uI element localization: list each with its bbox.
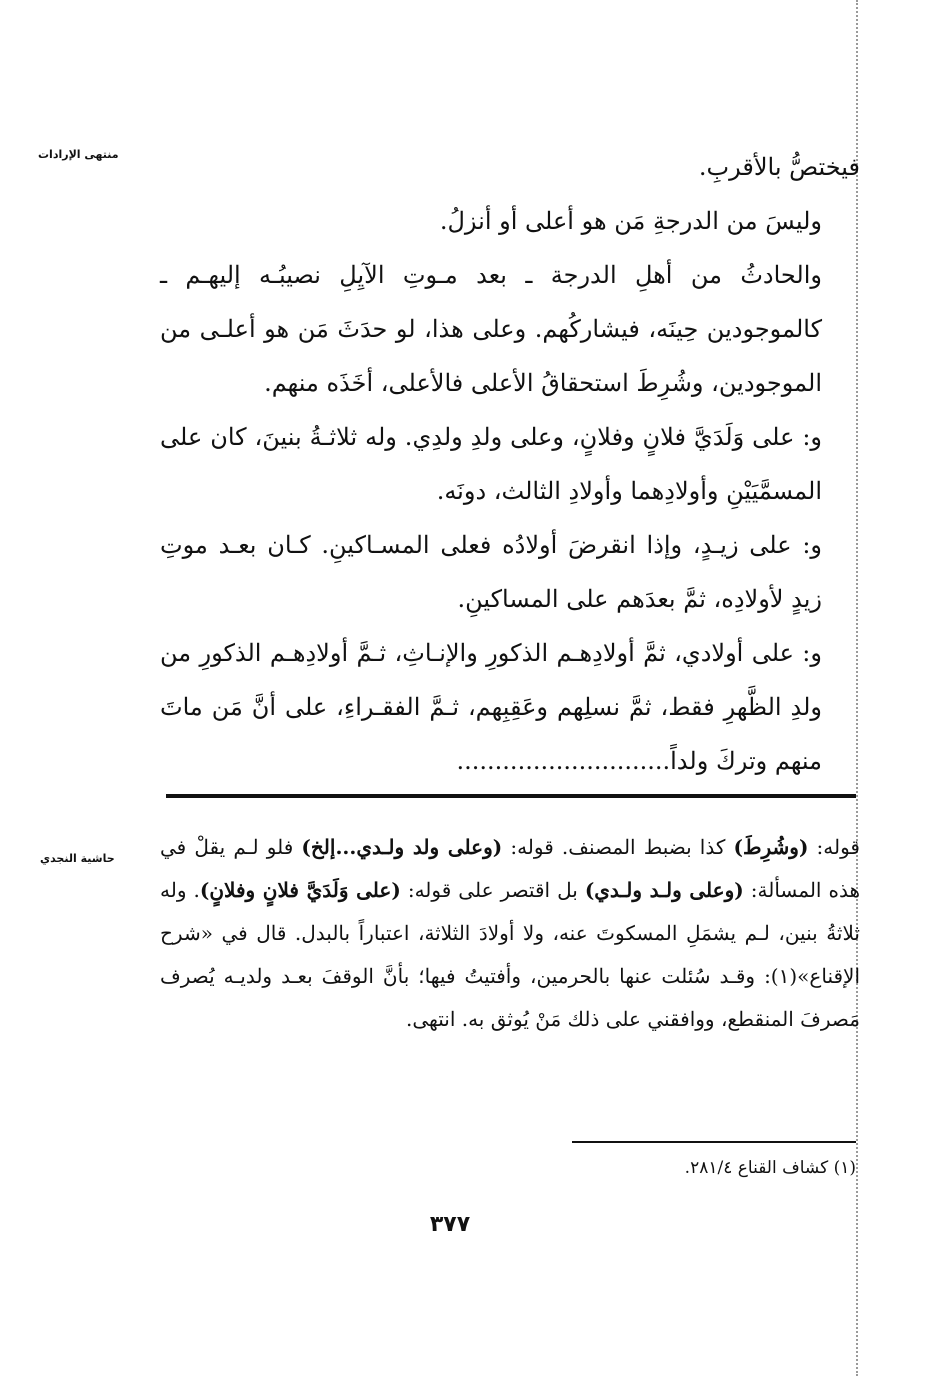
page-number: ٣٧٧ xyxy=(429,1212,471,1237)
main-text-block xyxy=(160,140,860,788)
continuation-dots: ............................ xyxy=(456,747,671,775)
commentary-quote: (وشُرِطَ) xyxy=(733,835,809,859)
commentary-text: فلو لـم يقلْ في هذه المسألة: xyxy=(160,835,861,902)
section-divider-rule xyxy=(166,794,856,798)
commentary-text: بل اقتصر على قوله: xyxy=(400,878,585,902)
commentary-text-block xyxy=(160,826,860,1041)
main-paragraph: و: على زيـدٍ، وإذا انقرضَ أولادُه فعلى المسـاكينِ. كـان بعـد موتِ زيدٍ لأولادِه، ثمَّ بعدَهم على المساكينِ. xyxy=(160,531,822,613)
footnote-rule xyxy=(572,1141,856,1143)
main-paragraph: والحادثُ من أهلِ الدرجة ـ بعد مـوتِ الآيِلِ نصيبُـه إليهـم ـ كالموجودين حِينَه، فيشاركُهم. وعلى هذا، لو حدَثَ مَن هو أعلـى من الموجودين، وشُرِطَ استحقاقُ الأعلى فالأعلى، أخَذَه منهم. xyxy=(160,261,822,397)
reference-footnote: (١) كشاف القناع ٢٨١/٤. xyxy=(684,1158,856,1178)
main-paragraph-text: و: على أولادي، ثمَّ أولادِهـم الذكورِ والإنـاثِ، ثـمَّ أولادِهـم الذكورِ من ولدِ الظَّهرِ فقط، ثمَّ نسلِهم وعَقِبِهم، ثـمَّ الفقـراءِ، على أنَّ مَن ماتَ منهم وتركَ ولداً xyxy=(160,639,822,775)
main-paragraph-last xyxy=(160,626,860,788)
commentary-quote: (على وَلَدَيَّ فلانٍ وفلانٍ) xyxy=(199,878,401,902)
main-paragraph: و: على وَلَدَيَّ فلانٍ وفلانٍ، وعلى ولدِ ولدِي. وله ثلاثـةُ بنينَ، كان على المسمَّيَيْنِ وأولادِهما وأولادِ الثالث، دونَه. xyxy=(160,423,822,505)
commentary-quote: (وعلى ولد ولـدي...إلخ) xyxy=(301,835,503,859)
commentary-quote: (وعلى ولـد ولـدي) xyxy=(584,878,744,902)
margin-note-commentary: حاشية النجدي xyxy=(40,852,115,865)
commentary-text: كذا بضبط المصنف. قوله: xyxy=(502,835,734,859)
main-paragraph: فيختصُّ بالأقربِ. xyxy=(698,153,860,181)
margin-note-book-title: منتهى الإرادات xyxy=(38,148,119,161)
commentary-text: . وله ثلاثةُ بنين، لـم يشمَلِ المسكوتَ عنه، ولا أولادَ الثلاثة، اعتباراً بالبدل. قال في «شرح الإقناع»(١): وقـد سُئلت عنها بالحرمين، وأفتيتُ فيها؛ بأنَّ الوقفَ بعـد ولديـه يُصرف مَصرفَ المنقطع، ووافقني على ذلك مَنْ يُوثق به. انتهى. xyxy=(160,878,860,1031)
commentary-paragraph xyxy=(160,826,860,1041)
main-paragraph: وليسَ من الدرجةِ مَن هو أعلى أو أنزلُ. xyxy=(439,207,822,235)
commentary-lead: قوله: xyxy=(808,835,860,859)
